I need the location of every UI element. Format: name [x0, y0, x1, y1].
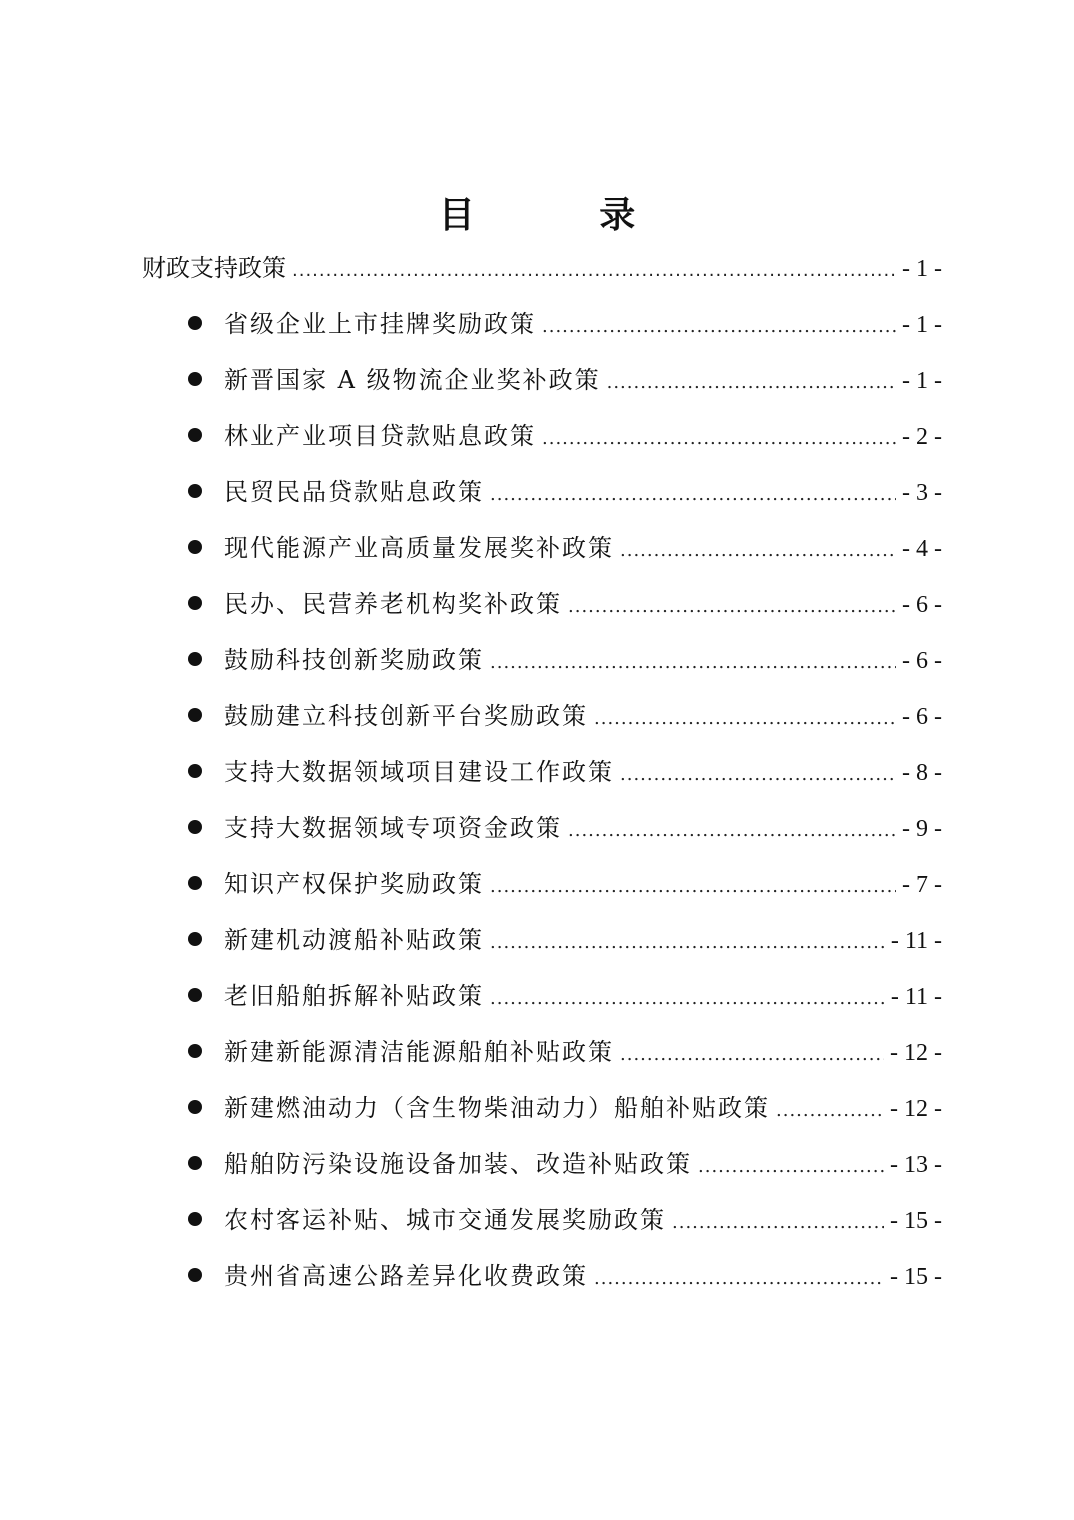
bullet-icon — [188, 764, 202, 778]
toc-item-label: 鼓励科技创新奖励政策 — [224, 646, 484, 674]
toc-item-label: 支持大数据领域专项资金政策 — [224, 814, 562, 842]
bullet-icon — [188, 428, 202, 442]
toc-page-number: - 11 - — [890, 984, 942, 1010]
dot-leader — [542, 307, 896, 347]
toc-item-label: 老旧船舶拆解补贴政策 — [224, 982, 484, 1010]
dot-leader — [672, 1203, 884, 1243]
dot-leader — [594, 1259, 884, 1299]
toc-item-row[interactable] — [188, 472, 942, 512]
bullet-icon — [188, 1268, 202, 1282]
toc-item-label: 民办、民营养老机构奖补政策 — [224, 590, 562, 618]
toc-item-label: 新建机动渡船补贴政策 — [224, 926, 484, 954]
toc-item-row[interactable] — [188, 416, 942, 456]
bullet-icon — [188, 932, 202, 946]
dot-leader — [776, 1091, 884, 1131]
bullet-icon — [188, 372, 202, 386]
toc-page-number: - 8 - — [902, 760, 942, 786]
bullet-icon — [188, 652, 202, 666]
dot-leader — [568, 811, 896, 851]
toc-item-row[interactable] — [188, 528, 942, 568]
toc-page-number: - 6 - — [902, 592, 942, 618]
toc-item-row[interactable] — [188, 1032, 942, 1072]
toc-item-row[interactable] — [188, 920, 942, 960]
toc-item-label: 鼓励建立科技创新平台奖励政策 — [224, 702, 588, 730]
dot-leader — [620, 755, 896, 795]
toc-page-number: - 9 - — [902, 816, 942, 842]
toc-page-number: - 15 - — [890, 1208, 942, 1234]
dot-leader — [620, 531, 896, 571]
dot-leader — [292, 251, 896, 291]
toc-item-label: 贵州省高速公路差异化收费政策 — [224, 1262, 588, 1290]
bullet-icon — [188, 484, 202, 498]
toc-item-label: 现代能源产业高质量发展奖补政策 — [224, 534, 614, 562]
bullet-icon — [188, 1044, 202, 1058]
bullet-icon — [188, 596, 202, 610]
bullet-icon — [188, 820, 202, 834]
toc-item-label: 新晋国家 A 级物流企业奖补政策 — [224, 366, 601, 394]
toc-item-row[interactable] — [188, 808, 942, 848]
bullet-icon — [188, 316, 202, 330]
bullet-icon — [188, 1156, 202, 1170]
dot-leader — [490, 475, 896, 515]
toc-page-number: - 1 - — [902, 256, 942, 282]
toc-item-row[interactable] — [188, 304, 942, 344]
dot-leader — [490, 923, 885, 963]
dot-leader — [594, 699, 896, 739]
page-title: 目 录 — [438, 195, 692, 236]
bullet-icon — [188, 708, 202, 722]
bullet-icon — [188, 540, 202, 554]
toc-page-number: - 11 - — [890, 928, 942, 954]
toc-section-row[interactable] — [142, 248, 942, 288]
bullet-icon — [188, 1100, 202, 1114]
dot-leader — [698, 1147, 884, 1187]
bullet-icon — [188, 876, 202, 890]
toc-item-label: 民贸民品贷款贴息政策 — [224, 478, 484, 506]
toc-page-number: - 13 - — [890, 1152, 942, 1178]
toc-item-row[interactable] — [188, 360, 942, 400]
toc-page-number: - 1 - — [902, 368, 942, 394]
toc-item-label: 船舶防污染设施设备加装、改造补贴政策 — [224, 1150, 692, 1178]
toc-item-row[interactable] — [188, 864, 942, 904]
toc-page-number: - 7 - — [902, 872, 942, 898]
toc-section-label: 财政支持政策 — [142, 254, 286, 282]
toc-item-row[interactable] — [188, 696, 942, 736]
toc-item-label: 新建燃油动力（含生物柴油动力）船舶补贴政策 — [224, 1094, 770, 1122]
toc-item-row[interactable] — [188, 752, 942, 792]
toc-item-row[interactable] — [188, 640, 942, 680]
dot-leader — [490, 867, 896, 907]
toc-item-label: 知识产权保护奖励政策 — [224, 870, 484, 898]
dot-leader — [490, 979, 885, 1019]
dot-leader — [542, 419, 896, 459]
dot-leader — [607, 363, 896, 403]
toc-item-row[interactable] — [188, 1088, 942, 1128]
toc-page-number: - 1 - — [902, 312, 942, 338]
bullet-icon — [188, 988, 202, 1002]
toc-page-number: - 6 - — [902, 704, 942, 730]
dot-leader — [490, 643, 896, 683]
toc-item-row[interactable] — [188, 976, 942, 1016]
toc-item-label: 新建新能源清洁能源船舶补贴政策 — [224, 1038, 614, 1066]
toc-item-row[interactable] — [188, 584, 942, 624]
toc-item-label: 支持大数据领域项目建设工作政策 — [224, 758, 614, 786]
toc-item-row[interactable] — [188, 1256, 942, 1296]
toc-page-number: - 6 - — [902, 648, 942, 674]
toc-item-label: 省级企业上市挂牌奖励政策 — [224, 310, 536, 338]
toc-page-number: - 3 - — [902, 480, 942, 506]
toc-page-number: - 4 - — [902, 536, 942, 562]
toc-item-label: 农村客运补贴、城市交通发展奖励政策 — [224, 1206, 666, 1234]
toc-page-number: - 12 - — [890, 1040, 942, 1066]
toc-page-number: - 12 - — [890, 1096, 942, 1122]
bullet-icon — [188, 1212, 202, 1226]
dot-leader — [568, 587, 896, 627]
dot-leader — [620, 1035, 884, 1075]
toc-page-number: - 15 - — [890, 1264, 942, 1290]
toc-item-row[interactable] — [188, 1200, 942, 1240]
toc-page-number: - 2 - — [902, 424, 942, 450]
toc-item-row[interactable] — [188, 1144, 942, 1184]
toc-item-label: 林业产业项目贷款贴息政策 — [224, 422, 536, 450]
